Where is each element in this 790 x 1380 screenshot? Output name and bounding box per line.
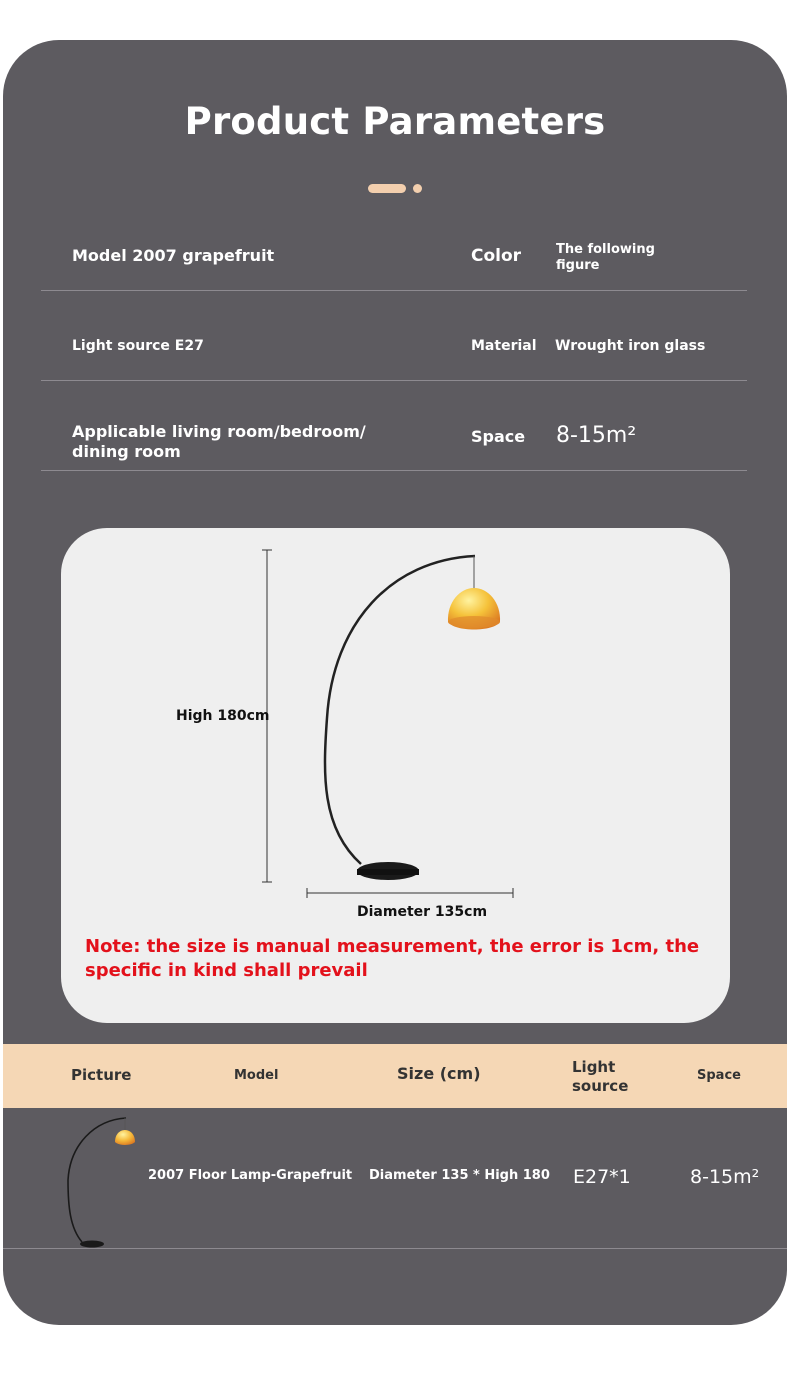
model-param: Model 2007 grapefruit [72,246,275,265]
space-label: Space [471,427,526,446]
divider [41,290,747,291]
header-model: Model [234,1068,279,1083]
divider [41,470,747,471]
dimension-panel [61,528,730,1023]
floor-lamp-dimension-illustration [61,528,730,928]
applicable-param: Applicable living room/bedroom/ dining room [72,422,366,461]
table-bottom-divider [3,1248,787,1249]
table-header [3,1044,787,1108]
title-decoration-dot [413,184,422,193]
color-value: The following figure [556,242,655,273]
title-decoration-pill [368,184,406,193]
space-value: 8-15m² [556,423,637,448]
measurement-note: Note: the size is manual measurement, the error is 1cm, the specific in kind shall prevail [85,936,700,981]
lamp-base [357,862,419,880]
header-space: Space [697,1068,741,1083]
row-space: 8-15m² [690,1166,760,1188]
row-size: Diameter 135 * High 180 [369,1168,550,1183]
header-size: Size (cm) [397,1064,481,1083]
row-model: 2007 Floor Lamp-Grapefruit [148,1168,353,1183]
product-thumbnail [58,1110,148,1250]
diameter-label: Diameter 135cm [357,904,488,920]
header-picture: Picture [71,1066,132,1084]
color-label: Color [471,246,522,266]
row-light-source: E27*1 [573,1166,631,1188]
header-light-source: Light source [572,1058,629,1095]
divider [41,380,747,381]
height-label: High 180cm [176,708,270,724]
product-parameters-card [3,40,787,1325]
lamp-shade [448,588,500,630]
diameter-dimension-line [307,888,513,898]
material-label: Material [471,338,537,354]
light-source-param: Light source E27 [72,338,204,354]
page-title: Product Parameters [184,100,606,143]
material-value: Wrought iron glass [555,338,706,354]
